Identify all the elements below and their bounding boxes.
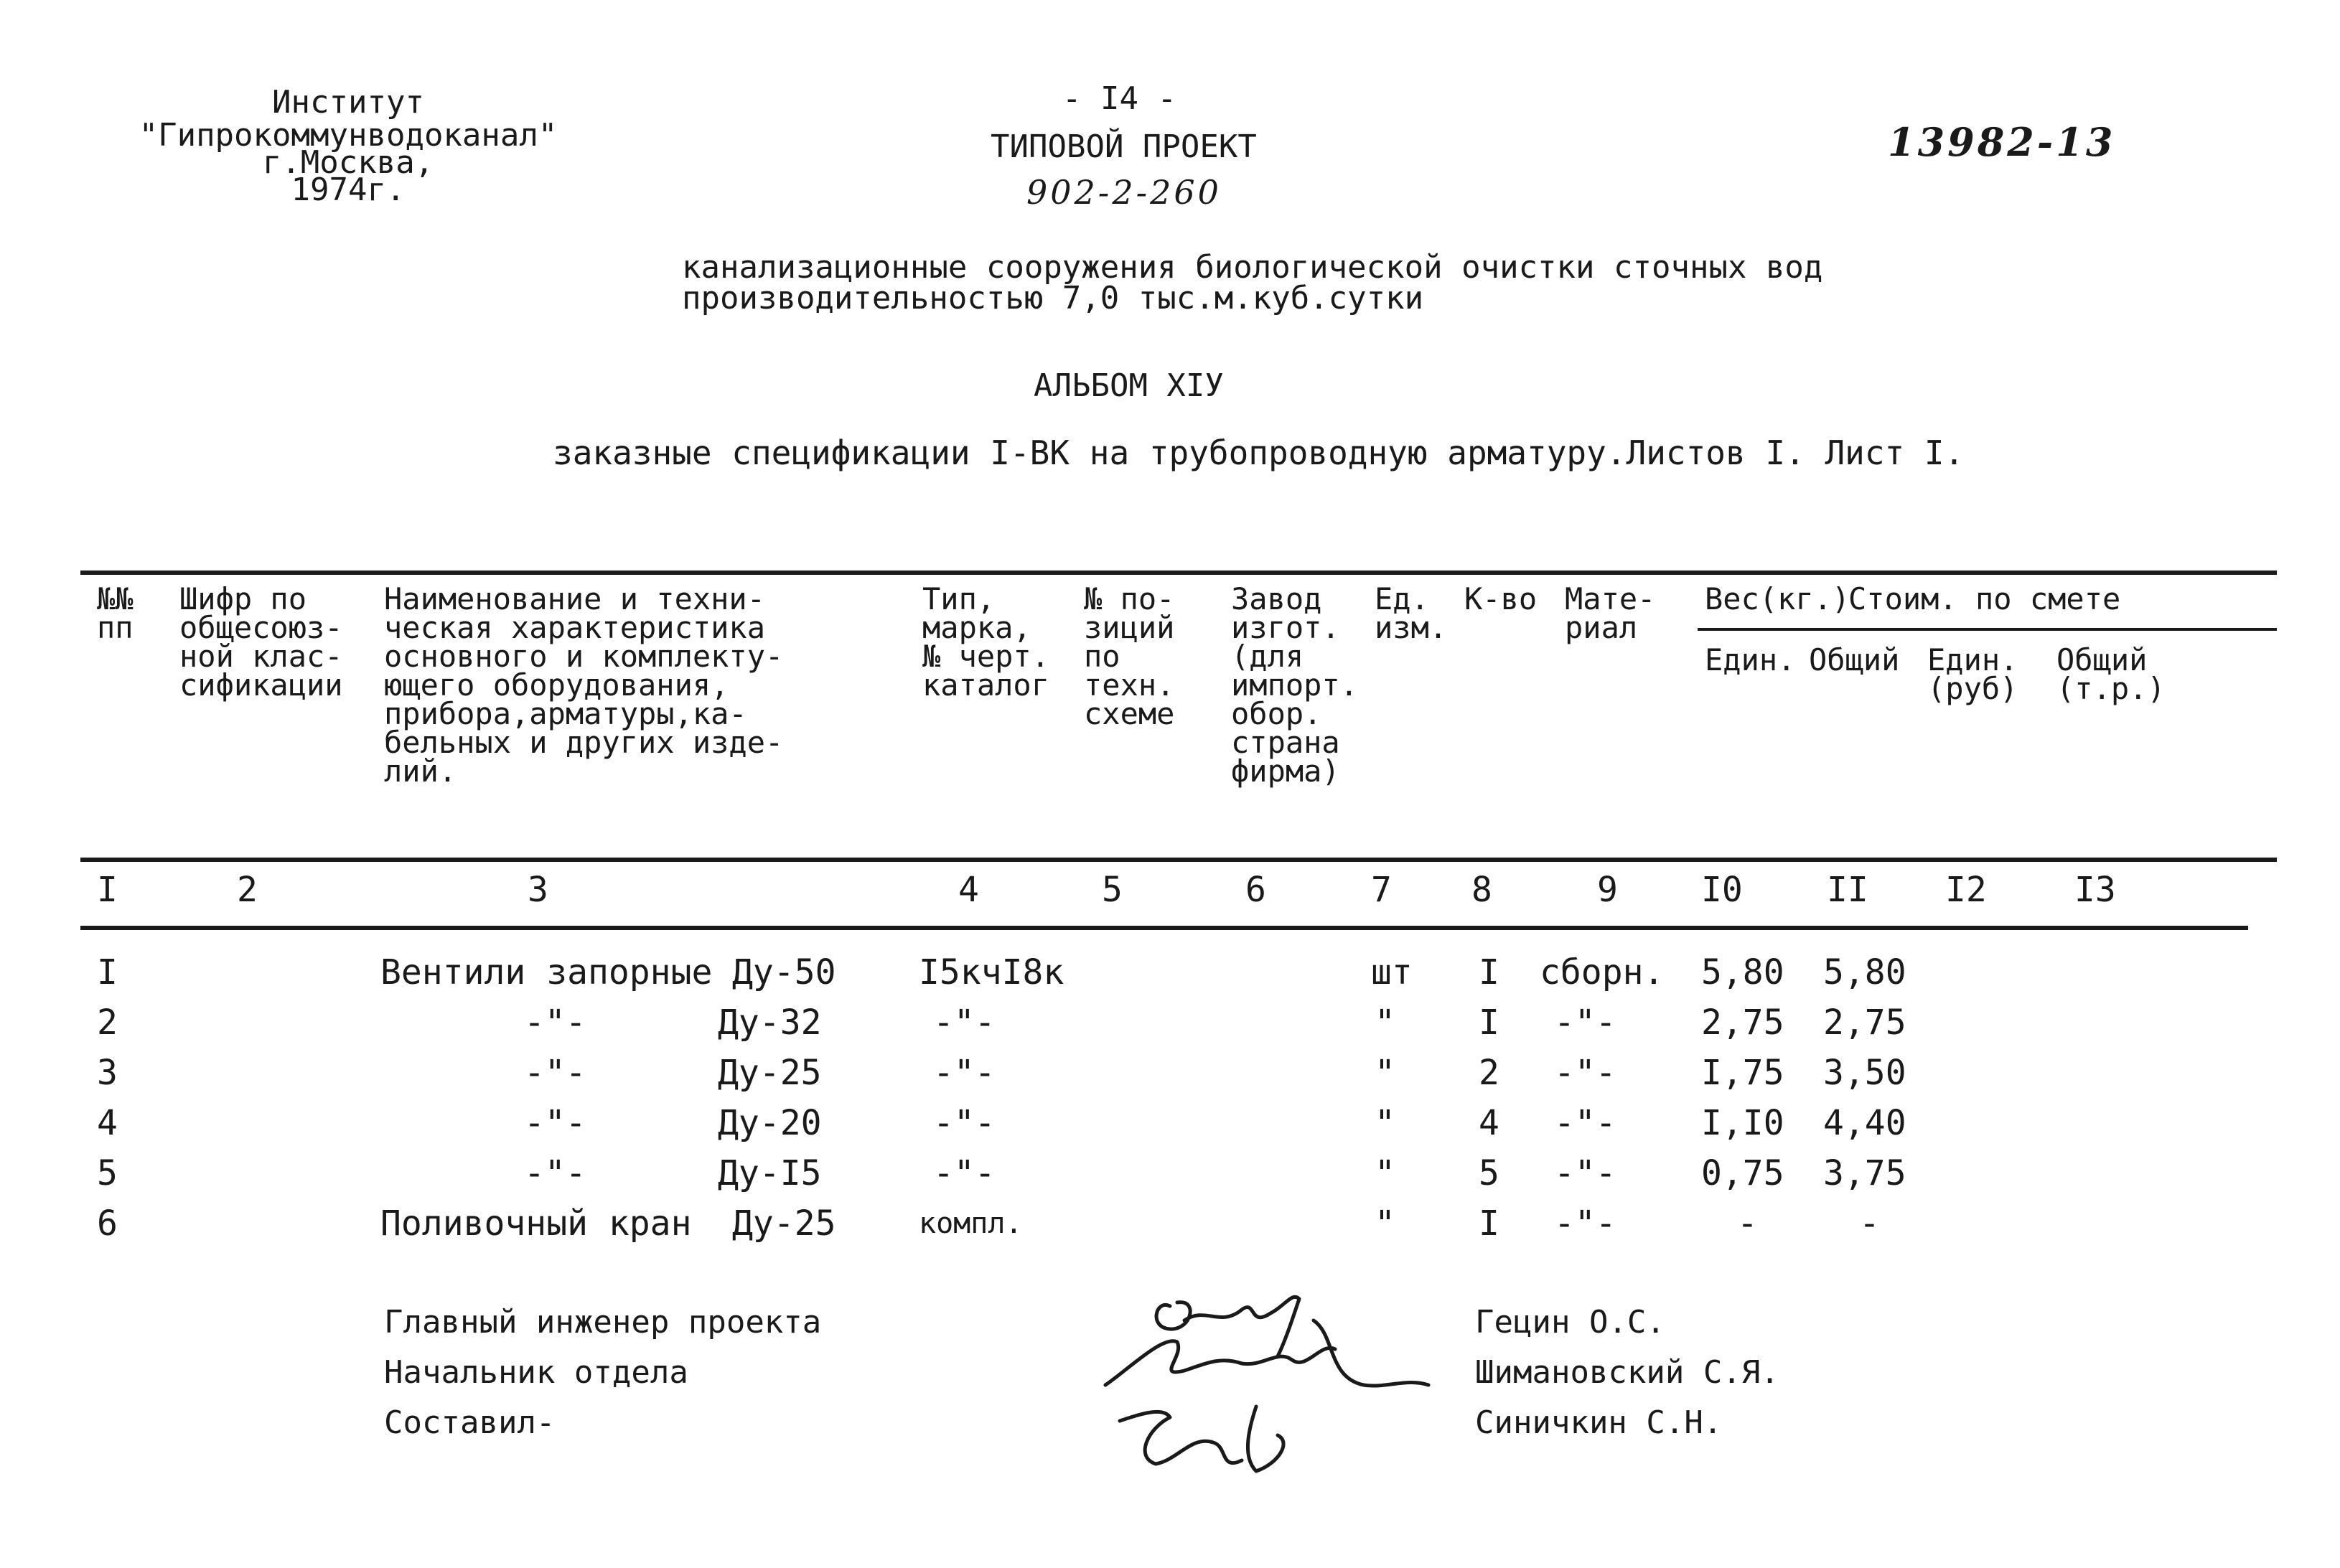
column-number: 4	[958, 870, 979, 910]
item-unit: шт	[1371, 952, 1413, 992]
item-type: -"-	[933, 1103, 996, 1143]
header-col9: Мате- риал	[1565, 581, 1656, 645]
header-col12: Един. (руб)	[1927, 642, 2018, 706]
item-name: -"-	[524, 1053, 586, 1093]
signer-name: Гецин О.С.	[1475, 1304, 1665, 1341]
item-material: сборн.	[1540, 952, 1665, 992]
institute-line: г.Москва,	[262, 144, 434, 181]
table-row	[0, 1155, 2340, 1198]
institute-line: "Гипрокоммунводоканал"	[139, 117, 558, 154]
group-divider-rule	[1698, 628, 2277, 631]
row-number: 5	[97, 1153, 118, 1193]
column-number: 7	[1371, 870, 1392, 910]
signature-stroke	[1105, 1320, 1428, 1386]
item-name: Поливочный кран	[380, 1203, 692, 1244]
project-type: ТИПОВОЙ ПРОЕКТ	[991, 128, 1257, 165]
table-row	[0, 1055, 2340, 1098]
weight-total: 4,40	[1823, 1103, 1906, 1143]
column-number: 9	[1597, 870, 1618, 910]
handwritten-signatures	[1077, 1277, 1450, 1478]
item-material: -"-	[1554, 1153, 1616, 1193]
item-material: -"-	[1554, 1053, 1616, 1093]
institute-line: 1974г.	[291, 172, 406, 208]
header-col10: Един.	[1705, 642, 1796, 677]
institute-block	[115, 86, 581, 207]
item-diameter: Ду-32	[718, 1003, 822, 1043]
weight-unit: I,I0	[1701, 1103, 1784, 1143]
doc-number: 13982-13	[1888, 119, 2116, 165]
signer-name: Шимановский С.Я.	[1475, 1354, 1779, 1391]
header-col13: Общий (т.р.)	[2056, 642, 2166, 706]
column-number: II	[1827, 870, 1868, 910]
item-diameter: Ду-I5	[718, 1153, 822, 1193]
spec-title: заказные спецификации I-ВК на трубопроводную арматуру.Листов I. Лист I.	[553, 433, 1965, 472]
item-type: I5кчI8к	[919, 952, 1064, 992]
header-col3: Наименование и техни- ческая характеристика основного и комплекту- ющего оборудования, прибора,арматуры,ка- бельных и других изде- лий.	[384, 581, 784, 789]
signer-name: Синичкин С.Н.	[1475, 1404, 1723, 1441]
row-number: 2	[97, 1003, 118, 1043]
row-number: 4	[97, 1103, 118, 1143]
row-number: 3	[97, 1053, 118, 1093]
subject-line-1: канализационные сооружения биологической очистки сточных вод	[682, 249, 1823, 286]
item-type: компл.	[919, 1207, 1023, 1240]
item-material: -"-	[1554, 1003, 1616, 1043]
numbers-bottom-rule	[80, 926, 2248, 930]
item-diameter: Ду-25	[732, 1203, 836, 1244]
signature-stroke	[1120, 1407, 1283, 1471]
weight-unit: -	[1737, 1203, 1758, 1244]
signature-role: Начальник отдела	[384, 1354, 688, 1391]
item-diameter: Ду-25	[718, 1053, 822, 1093]
table-row	[0, 1105, 2340, 1148]
column-number: 8	[1471, 870, 1492, 910]
item-name: -"-	[524, 1103, 586, 1143]
table-row	[0, 1203, 2340, 1249]
item-quantity: 5	[1479, 1153, 1499, 1193]
column-number: 5	[1102, 870, 1123, 910]
weight-unit: I,75	[1701, 1053, 1784, 1093]
column-number: I2	[1945, 870, 1987, 910]
page-number: - I4 -	[1062, 80, 1176, 117]
item-quantity: 2	[1479, 1053, 1499, 1093]
weight-total: 5,80	[1823, 952, 1906, 992]
weight-unit: 5,80	[1701, 952, 1784, 992]
header-col6: Завод изгот. (для импорт. обор. страна фирма)	[1231, 581, 1359, 789]
item-unit: "	[1375, 1203, 1395, 1244]
item-diameter: Ду-50	[732, 952, 836, 992]
weight-total: -	[1859, 1203, 1880, 1244]
column-number: I0	[1701, 870, 1743, 910]
weight-total: 2,75	[1823, 1003, 1906, 1043]
table-top-rule	[80, 571, 2277, 575]
column-number: 3	[528, 870, 548, 910]
item-type: -"-	[933, 1053, 996, 1093]
header-col2: Шифр по общесоюз- ной клас- сификации	[179, 581, 343, 703]
header-col5: № по- зиций по техн. схеме	[1084, 581, 1175, 731]
item-material: -"-	[1554, 1103, 1616, 1143]
item-quantity: I	[1479, 1003, 1499, 1043]
item-name: Вентили запорные	[380, 952, 713, 992]
project-code: 902-2-260	[1026, 173, 1222, 212]
row-number: I	[97, 952, 118, 992]
item-quantity: 4	[1479, 1103, 1499, 1143]
item-name: -"-	[524, 1003, 586, 1043]
item-diameter: Ду-20	[718, 1103, 822, 1143]
header-col4: Тип, марка, № черт. каталог	[922, 581, 1050, 703]
header-col11: Общий	[1809, 642, 1900, 677]
weight-total: 3,75	[1823, 1153, 1906, 1193]
header-cost-group: Стоим. по смете	[1848, 581, 2121, 616]
album-title: АЛЬБОМ XIУ	[1034, 367, 1224, 404]
header-col1: №№ пп	[97, 581, 134, 645]
weight-total: 3,50	[1823, 1053, 1906, 1093]
item-quantity: I	[1479, 952, 1499, 992]
row-number: 6	[97, 1203, 118, 1244]
column-number: I	[97, 870, 118, 910]
item-unit: "	[1375, 1103, 1395, 1143]
weight-unit: 0,75	[1701, 1153, 1784, 1193]
item-material: -"-	[1554, 1203, 1616, 1244]
item-unit: "	[1375, 1003, 1395, 1043]
item-unit: "	[1375, 1153, 1395, 1193]
header-weight-group: Вес(кг.)	[1705, 581, 1850, 616]
table-row	[0, 954, 2340, 997]
header-col8: К-во	[1464, 581, 1538, 616]
column-number: 6	[1245, 870, 1266, 910]
column-number: 2	[237, 870, 258, 910]
header-col7: Ед. изм.	[1375, 581, 1448, 645]
item-name: -"-	[524, 1153, 586, 1193]
institute-line: Институт	[272, 84, 424, 121]
column-number: I3	[2074, 870, 2116, 910]
signature-role: Главный инженер проекта	[384, 1304, 822, 1341]
weight-unit: 2,75	[1701, 1003, 1784, 1043]
item-type: -"-	[933, 1003, 996, 1043]
header-bottom-rule	[80, 858, 2277, 862]
item-unit: "	[1375, 1053, 1395, 1093]
subject-line-2: производительностью 7,0 тыс.м.куб.сутки	[682, 280, 1424, 316]
table-row	[0, 1005, 2340, 1048]
item-type: -"-	[933, 1153, 996, 1193]
item-quantity: I	[1479, 1203, 1499, 1244]
signature-role: Составил-	[384, 1404, 556, 1441]
